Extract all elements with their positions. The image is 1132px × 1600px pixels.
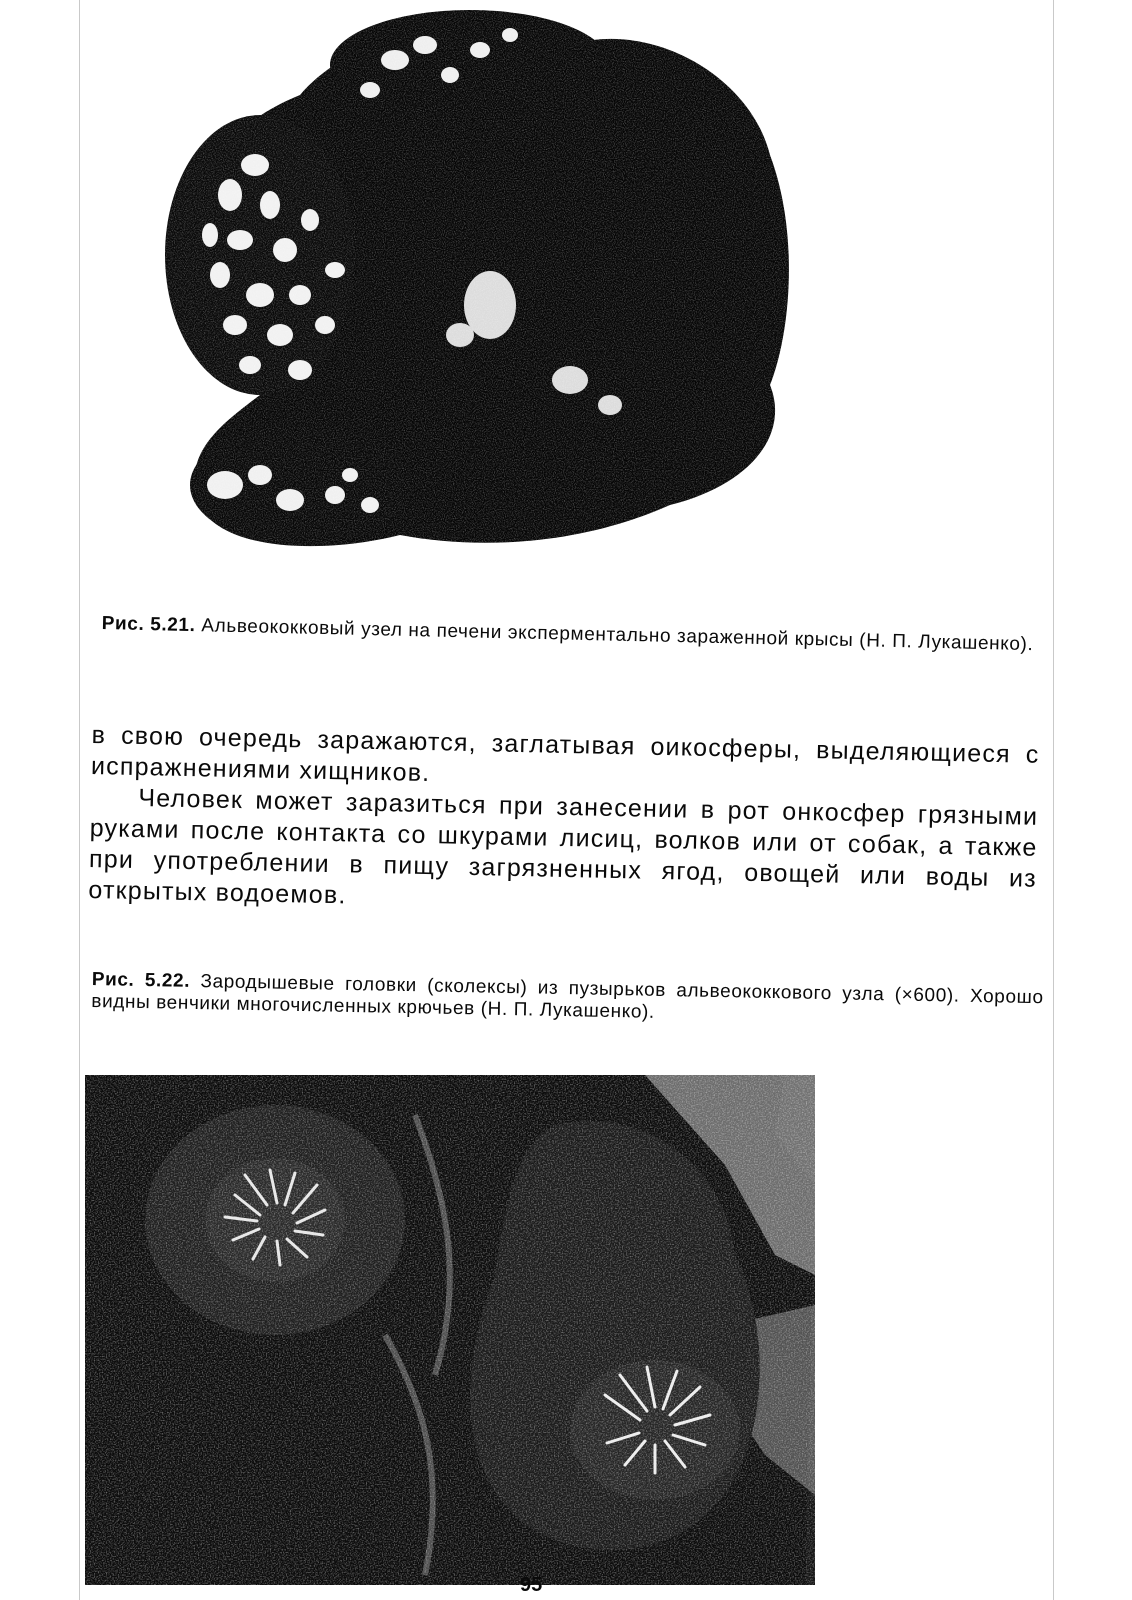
page-number: 95 (520, 1574, 543, 1596)
figure-5-22-caption (91, 969, 1044, 1031)
figure-5-22-caption-text: Зародышевые головки (сколексы) из пузырьков альвеококкового узла (×600). Хорошо видны венчики многочисленных крючьев (Н. П. Лукашенко). (91, 971, 1044, 1023)
figure-5-21-label: Рис. 5.21. (101, 613, 196, 637)
figure-5-21-photo (150, 5, 860, 580)
figure-5-22-photo (85, 1075, 815, 1585)
figure-5-21-caption (102, 613, 1052, 657)
figure-5-21-caption-text: Альвеококковый узел на печени эксперментально зараженной крысы (Н. П. Лукашенко). (201, 615, 1034, 656)
page-left-edge (79, 0, 80, 1600)
figure-5-22-label: Рис. 5.22. (91, 969, 191, 992)
paragraph-1: в свою очередь заражаются, заглатывая оикосферы, выделяющиеся с испражнениями хищников. (90, 720, 1040, 788)
page-right-edge (1053, 0, 1054, 1600)
paragraph-2: Человек может заразиться при занесении в рот онкосфер грязными руками после контакта со шкурами лисиц, волков или от собак, а также при употреблении в пищу загрязненных ягод, овощей или воды из открытых водоемов. (88, 783, 1039, 910)
body-text (88, 720, 1040, 926)
